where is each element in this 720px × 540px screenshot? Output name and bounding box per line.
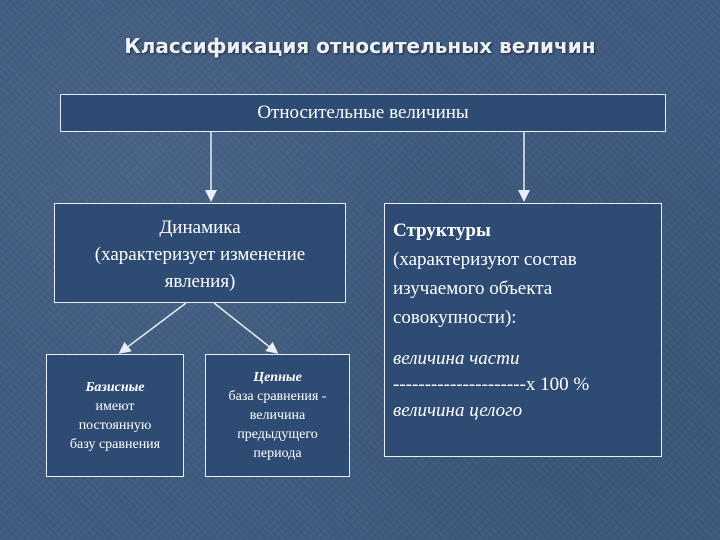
arrow-to-base <box>121 303 186 352</box>
relative-values-box <box>60 94 666 132</box>
chain-box <box>205 354 350 477</box>
base-line-2: постоянную <box>78 417 152 433</box>
base-line-3: базу сравнения <box>69 436 161 452</box>
structure-heading: Структуры <box>393 220 491 241</box>
chain-line-1: база сравнения - <box>228 389 327 404</box>
formula-denominator: величина целого <box>393 400 523 421</box>
base-heading: Базисные <box>85 379 145 395</box>
structure-line-3: совокупности): <box>393 307 517 328</box>
structure-box <box>384 203 662 457</box>
dynamics-line-1: (характеризует изменение <box>94 244 306 265</box>
chain-heading: Цепные <box>253 370 302 385</box>
chain-line-2: величина <box>249 408 306 423</box>
dynamics-line-2: явления) <box>164 271 236 292</box>
formula-fraction-line: ---------------------х 100 % <box>393 374 590 395</box>
page-title: Классификация относительных величин <box>124 34 596 58</box>
relative-values-label: Относительные величины <box>257 102 469 123</box>
chain-line-3: предыдущего <box>237 427 318 442</box>
base-box <box>46 354 184 477</box>
formula-numerator: величина части <box>393 348 520 369</box>
arrow-to-chain <box>214 303 276 352</box>
structure-line-1: (характеризуют состав <box>393 249 577 270</box>
structure-line-2: изучаемого объекта <box>393 278 553 299</box>
dynamics-box <box>54 203 346 303</box>
base-line-1: имеют <box>95 398 135 414</box>
structure-formula <box>393 346 661 424</box>
dynamics-heading: Динамика <box>159 217 241 238</box>
chain-line-4: периода <box>253 446 302 461</box>
